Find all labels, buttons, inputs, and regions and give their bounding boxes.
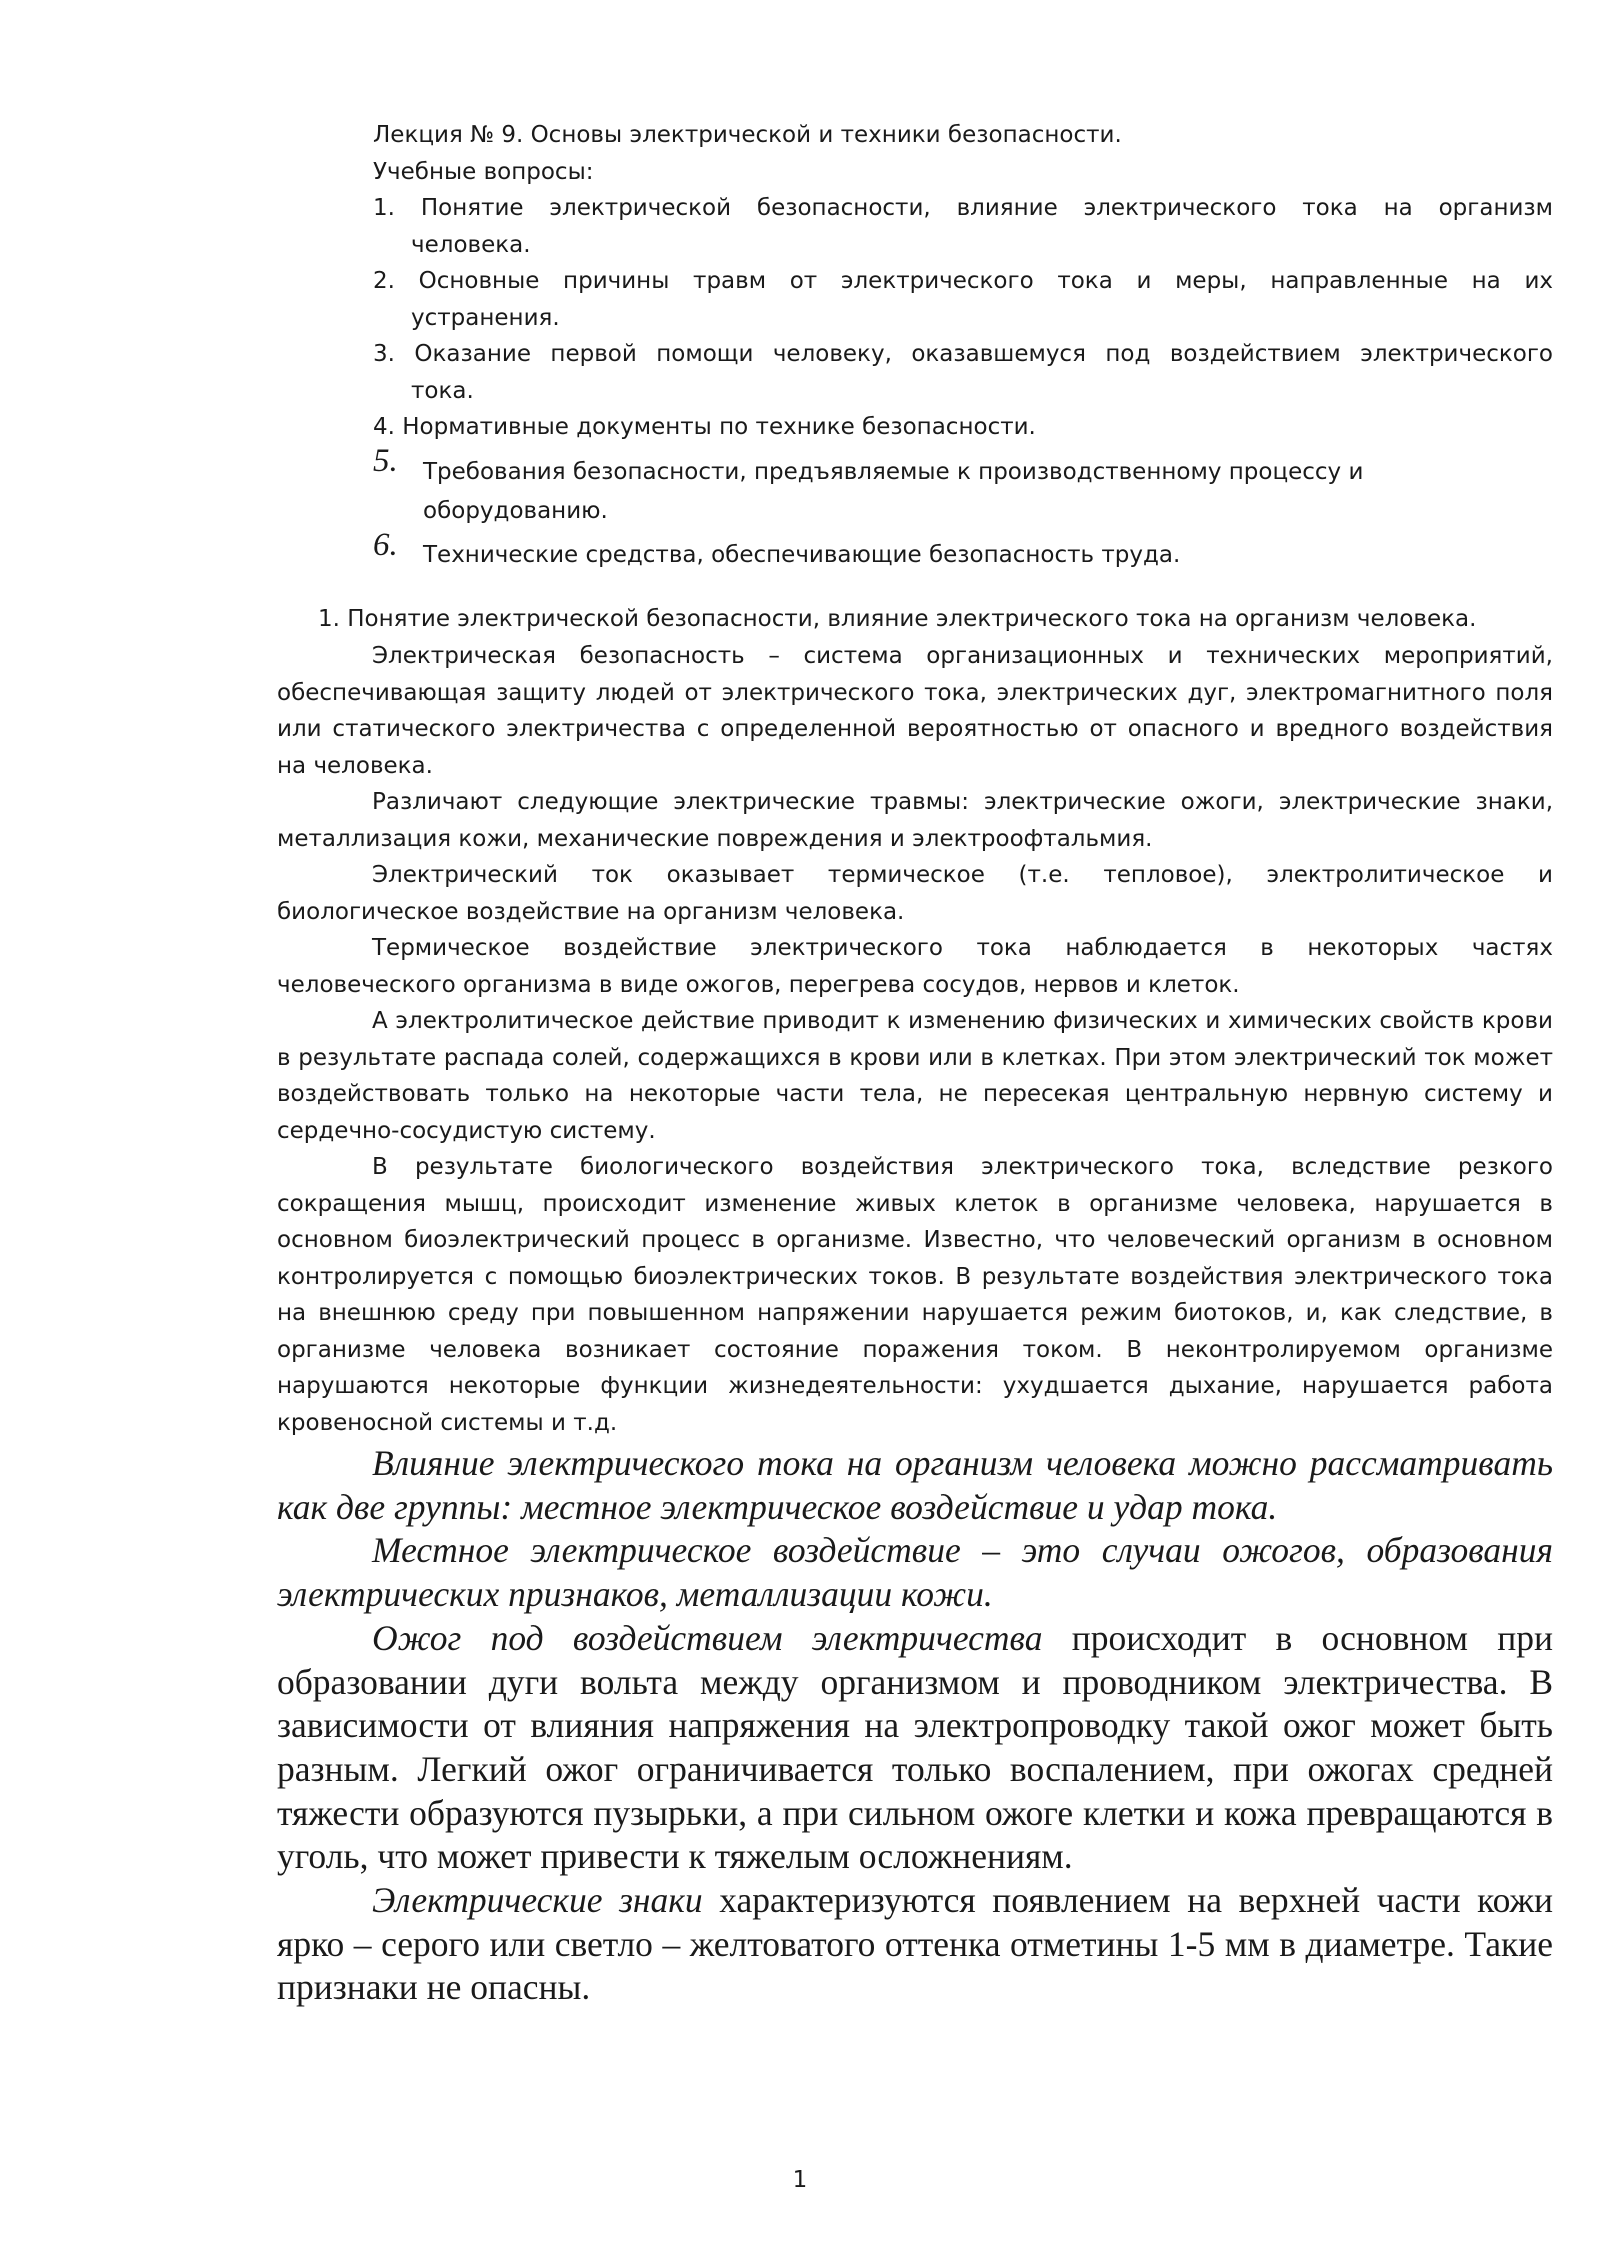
question-text-cont: человека. [411,231,531,258]
serif-section [277,1442,1553,2010]
header [373,117,1553,190]
paragraph: Различают следующие электрические травмы: электрические ожоги, электрические знаки, металлизация кожи, механические повреждения и электроофтальмия. [277,789,1553,852]
question-item [373,409,1553,445]
question-item [373,190,1553,263]
paragraph [277,1617,1553,1879]
section-heading-text: 1. Понятие электрической безопасности, влияние электрического тока на организм человека. [318,606,1477,632]
questions-label: Учебные вопросы: [373,158,594,185]
question-text: Нормативные документы по технике безопасности. [402,414,1036,440]
paragraph: Термическое воздействие электрического тока наблюдается в некоторых частях человеческого организма в виде ожогов, перегрева сосудов, нервов и клеток. [277,935,1553,998]
paragraph-rest: происходит в основном при образовании дуги вольта между организмом и проводником электричества. В зависимости от влияния напряжения на электропроводку такой ожог может быть разным. Легкий ожог ограничивается только воспалением, при ожогах средней тяжести образуются пузырьки, а при сильном ожоге клетки и кожа превращаются в уголь, что может привести к тяжелым осложнениям. [277,1617,1553,1877]
question-text: Понятие электрической безопасности, влияние электрического тока на организм [420,195,1554,221]
question-number: 5. [373,443,398,479]
question-number: 1. [373,195,395,221]
paragraph: Местное электрическое воздействие – это случаи ожогов, образования электрических признаков, металлизации кожи. [277,1530,1553,1615]
italic-term: Ожог под воздействием электричества [372,1617,1043,1658]
question-text-cont: оборудованию. [423,498,608,524]
question-text-cont: устранения. [411,304,560,331]
question-number: 4. [373,414,395,440]
paragraph: Влияние электрического тока на организм человека можно рассматривать как две группы: местное электрическое воздействие и удар тока. [277,1443,1553,1527]
question-item [373,263,1553,336]
question-text: Оказание первой помощи человеку, оказавшемуся под воздействием электрического [414,341,1554,367]
question-number: 2. [373,268,395,294]
question-text: Требования безопасности, предъявляемые к производственному процессу и [423,459,1364,485]
paragraph: В результате биологического воздействия электрического тока, вследствие резкого сокращения мышц, происходит изменение живых клеток в организме человека, нарушается в основном биоэлектрический процесс в организме. Известно, что человеческий организм в основном контролируется с помощью биоэлектрических токов. В результате воздействия электрического тока на внешнюю среду при повышенном напряжении нарушается режим биотоков, и, как следствие, в организме человека возникает состояние поражения током. В неконтролируемом организме нарушаются некоторые функции жизнедеятельности: ухудшается дыхание, нарушается работа кровеносной системы и т.д. [277,1154,1553,1436]
paragraph: А электролитическое действие приводит к изменению физических и химических свойств крови в результате распада солей, содержащихся в крови или в клетках. При этом электрический ток может воздействовать только на некоторые части тела, не пересекая центральную нервную систему и сердечно-сосудистую систему. [277,1008,1553,1144]
question-text: Основные причины травм от электрического тока и меры, направленные на их [418,268,1553,294]
paragraph: Электрический ток оказывает термическое (т.е. тепловое), электролитическое и биологическое воздействие на организм человека. [277,862,1553,925]
section-heading [318,601,1558,638]
paragraph [277,1879,1553,2010]
paragraph: Электрическая безопасность – система организационных и технических мероприятий, обеспечивающая защиту людей от электрического тока, электрических дуг, электромагнитного поля или статического электричества с определенной вероятностью от опасного и вредного воздействия на человека. [277,643,1553,779]
question-number: 3. [373,341,395,367]
question-number: 6. [373,527,398,563]
question-item [373,336,1553,409]
question-text: Технические средства, обеспечивающие безопасность труда. [423,542,1181,568]
paragraph-rest: характеризуются появлением на верхней части кожи ярко – серого или светло – желтоватого оттенка отметины 1-5 мм в диаметре. Такие признаки не опасны. [277,1880,1553,2008]
questions-list [373,190,1553,445]
italic-term: Электрические знаки [372,1880,703,1921]
section-body [277,638,1553,1441]
question-text-cont: тока. [411,377,474,404]
page-number: 1 [792,2167,808,2193]
lecture-title: Лекция № 9. Основы электрической и техники безопасности. [373,122,1122,148]
